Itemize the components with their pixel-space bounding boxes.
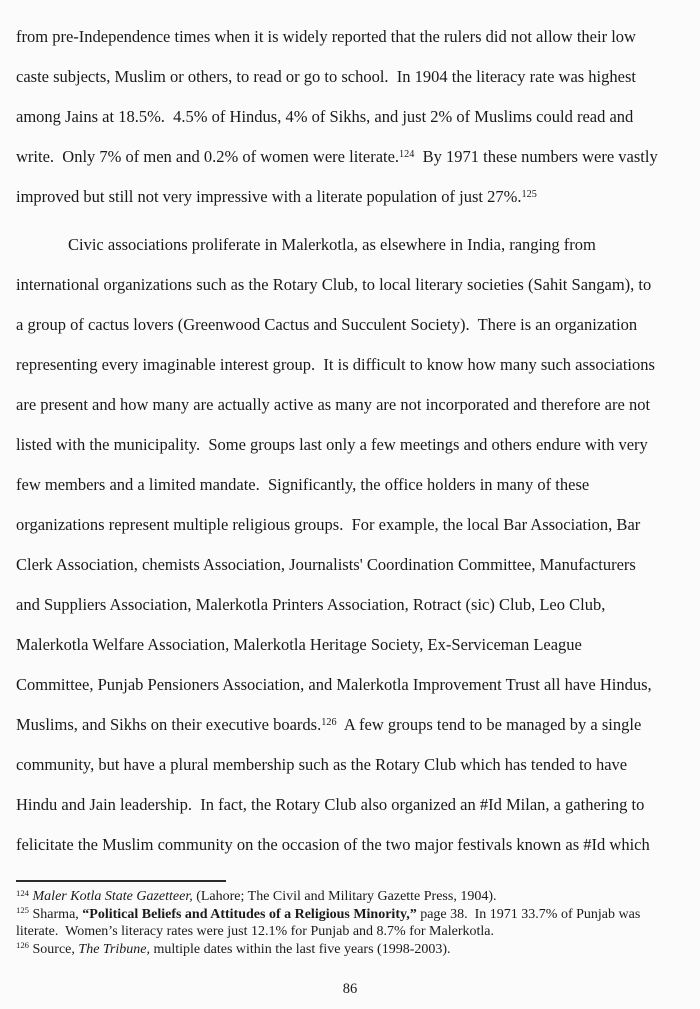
footnote-reference: 124 [16, 887, 30, 898]
text-line [16, 17, 694, 57]
text-line [16, 305, 694, 345]
text-segment: Hindu and Jain leadership. In fact, the Rotary Club also organized an #Id Milan, a gathering to [16, 795, 645, 814]
text-line [16, 265, 694, 305]
text-line [16, 625, 694, 665]
text-segment: few members and a limited mandate. Significantly, the office holders in many of these [16, 475, 590, 494]
bold-text-segment: “Political Beliefs and Attitudes of a Religious Minority,” [82, 906, 417, 922]
text-segment: By 1971 these numbers were vastly [414, 147, 658, 166]
text-line [16, 97, 694, 137]
text-segment: Civic associations proliferate in Malerkotla, as elsewhere in India, ranging from [68, 235, 596, 254]
text-segment: community, but have a plural membership such as the Rotary Club which has tended to have [16, 755, 628, 774]
footnote-reference: 124 [399, 149, 415, 161]
body-text [16, 17, 694, 865]
text-segment: page 38. In 1971 33.7% of Punjab was [416, 906, 641, 922]
text-segment: Sharma, [29, 906, 83, 922]
text-segment: Committee, Punjab Pensioners Association, and Malerkotla Improvement Trust all have Hindus, [16, 675, 652, 694]
text-segment: organizations represent multiple religious groups. For example, the local Bar Association, Bar [16, 515, 641, 534]
text-segment: literate. Women’s literacy rates were just 12.1% for Punjab and 8.7% for Malerkotla. [16, 924, 494, 939]
text-segment: representing every imaginable interest group. It is difficult to know how many such associations [16, 355, 655, 374]
text-line [16, 425, 694, 465]
text-line [16, 705, 694, 745]
text-segment: Source, [29, 941, 79, 957]
italic-text-segment: Maler Kotla State Gazetteer, [32, 889, 193, 904]
footnote-reference: 125 [16, 905, 30, 916]
text-segment: a group of cactus lovers (Greenwood Cactus and Succulent Society). There is an organization [16, 315, 638, 334]
text-line [16, 505, 694, 545]
text-line [16, 545, 694, 585]
paragraph [16, 225, 694, 865]
text-line [16, 225, 694, 265]
footnotes [16, 888, 692, 958]
text-line [16, 177, 694, 217]
text-segment: Clerk Association, chemists Association, Journalists' Coordination Committee, Manufacturers [16, 555, 636, 574]
text-line [16, 585, 694, 625]
text-line [16, 785, 694, 825]
text-line [16, 941, 692, 959]
footnote-separator [16, 880, 226, 882]
text-segment: listed with the municipality. Some groups last only a few meetings and others endure with very [16, 435, 648, 454]
text-line [16, 385, 694, 425]
text-segment: (Lahore; The Civil and Military Gazette Press, 1904). [192, 889, 497, 904]
page-number: 86 [342, 981, 358, 997]
text-line [16, 906, 692, 924]
text-segment: Malerkotla Welfare Association, Malerkotla Heritage Society, Ex-Serviceman League [16, 635, 582, 654]
italic-text-segment: The Tribune, [78, 941, 150, 957]
text-line [16, 888, 692, 906]
text-segment: from pre-Independence times when it is widely reported that the rulers did not allow their low [16, 27, 636, 46]
text-segment: are present and how many are actually active as many are not incorporated and therefore are not [16, 395, 651, 414]
text-line [16, 745, 694, 785]
text-segment: international organizations such as the Rotary Club, to local literary societies (Sahit Sangam), to [16, 275, 652, 294]
text-line [16, 57, 694, 97]
text-segment: improved but still not very impressive with a literate population of just 27%. [16, 187, 522, 206]
paragraph [16, 17, 694, 217]
text-line [16, 465, 694, 505]
text-segment: A few groups tend to be managed by a single [336, 715, 642, 734]
text-line [16, 825, 694, 865]
text-line [16, 665, 694, 705]
text-segment: caste subjects, Muslim or others, to read or go to school. In 1904 the literacy rate was highest [16, 67, 636, 86]
text-segment: and Suppliers Association, Malerkotla Printers Association, Rotract (sic) Club, Leo Club, [16, 595, 606, 614]
footnote-reference: 125 [521, 189, 537, 201]
text-line [16, 345, 694, 385]
text-segment: Muslims, and Sikhs on their executive boards. [16, 715, 322, 734]
footnote-reference: 126 [16, 940, 30, 951]
text-line [16, 923, 692, 941]
text-segment: multiple dates within the last five years (1998-2003). [149, 941, 451, 957]
text-segment: among Jains at 18.5%. 4.5% of Hindus, 4% of Sikhs, and just 2% of Muslims could read and [16, 107, 634, 126]
text-segment: felicitate the Muslim community on the occasion of the two major festivals known as #Id which [16, 835, 650, 854]
text-line [16, 137, 694, 177]
footnote-reference: 126 [321, 717, 337, 729]
text-segment: write. Only 7% of men and 0.2% of women were literate. [16, 147, 400, 166]
